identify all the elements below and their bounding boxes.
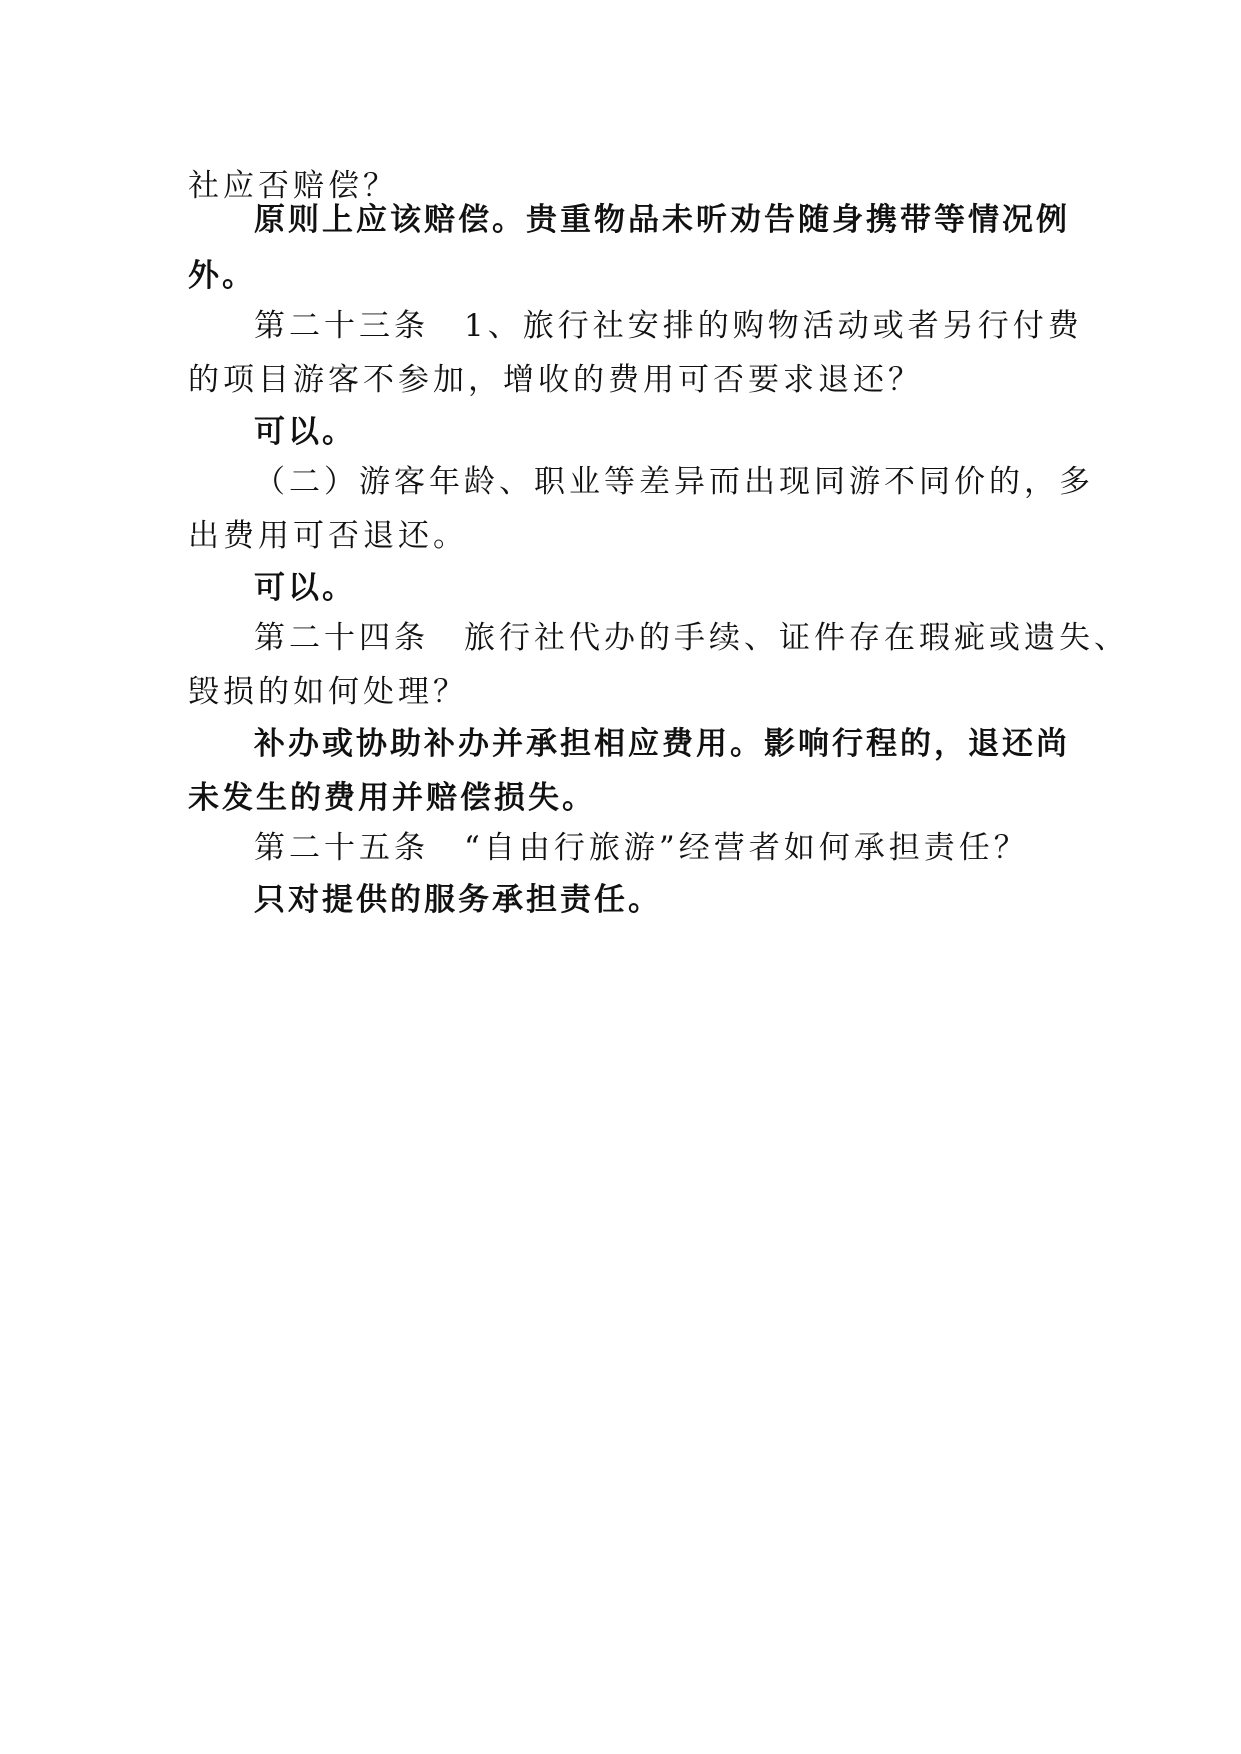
- text-line: 出费用可否退还。: [188, 518, 468, 554]
- answer-line: 未发生的费用并赔偿损失。: [188, 780, 596, 816]
- text-line: 社应否赔偿？: [188, 168, 398, 204]
- answer-line: 可以。: [254, 570, 356, 606]
- article-heading: 第二十三条 1、旅行社安排的购物活动或者另行付费: [254, 308, 1083, 344]
- article-heading: 第二十五条 “自由行旅游”经营者如何承担责任？: [254, 830, 1029, 866]
- answer-line: 外。: [188, 258, 256, 294]
- answer-line: 补办或协助补办并承担相应费用。影响行程的，退还尚: [254, 726, 1070, 762]
- answer-line: 原则上应该赔偿。贵重物品未听劝告随身携带等情况例: [254, 202, 1070, 238]
- text-line: 毁损的如何处理？: [188, 674, 468, 710]
- answer-line: 只对提供的服务承担责任。: [254, 882, 662, 918]
- question-line: （二）游客年龄、职业等差异而出现同游不同价的，多: [254, 464, 1094, 500]
- article-heading: 第二十四条 旅行社代办的手续、证件存在瑕疵或遗失、: [254, 620, 1129, 656]
- answer-line: 可以。: [254, 414, 356, 450]
- text-line: 的项目游客不参加，增收的费用可否要求退还？: [188, 362, 923, 398]
